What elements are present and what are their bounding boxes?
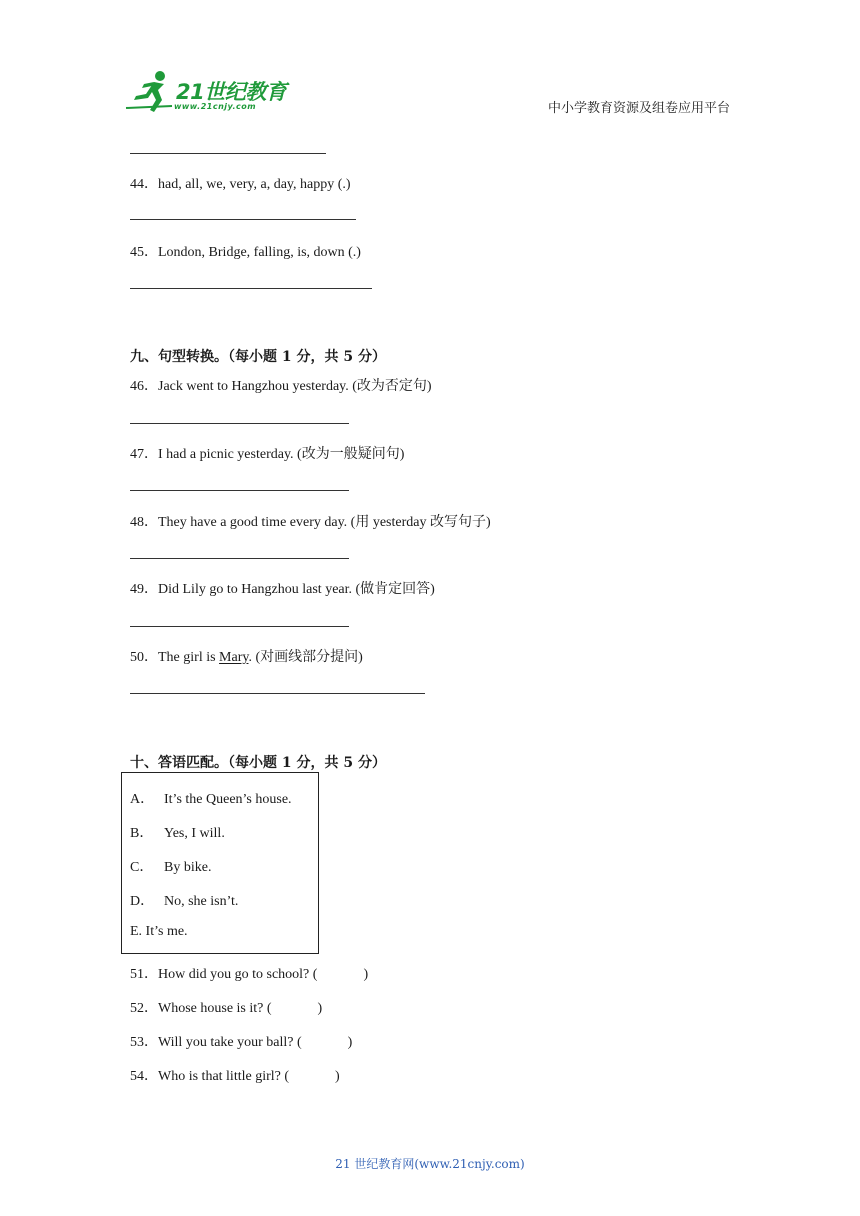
options-box [121, 772, 319, 954]
section-10-title: 十、答语匹配。（每小题 1 分，共 5 分） [130, 755, 386, 771]
question-50: 50．The girl is Mary. (对画线部分提问) [130, 650, 363, 665]
underlined-word: Mary [219, 650, 249, 665]
runner-icon [124, 70, 174, 114]
footer-text: 21 世纪教育网(www.21cnjy.com) [335, 1157, 525, 1171]
question-48: 48．They have a good time every day. (用 yesterday 改写句子) [130, 515, 491, 530]
question-46: 46．Jack went to Hangzhou yesterday. (改为否定句) [130, 379, 432, 394]
answer-line [130, 693, 425, 694]
answer-line [130, 423, 349, 424]
section-9-title: 九、句型转换。（每小题 1 分，共 5 分） [130, 349, 386, 365]
question-54: 54．Who is that little girl? ( ) [130, 1069, 340, 1084]
question-53: 53．Will you take your ball? ( ) [130, 1035, 353, 1050]
question-52: 52．Whose house is it? ( ) [130, 1001, 323, 1016]
option-e: E. It’s me. [130, 924, 188, 939]
answer-line [130, 558, 349, 559]
answer-line [130, 626, 349, 627]
logo [124, 70, 294, 116]
question-45: 45．London, Bridge, falling, is, down (.) [130, 245, 361, 260]
answer-line [130, 219, 356, 220]
header-right-text: 中小学教育资源及组卷应用平台 [547, 101, 730, 116]
question-44: 44．had, all, we, very, a, day, happy (.) [130, 177, 351, 192]
option-a: A． It’s the Queen’s house. [130, 792, 292, 807]
option-c: C． By bike. [130, 860, 212, 875]
answer-line [130, 490, 349, 491]
question-47: 47．I had a picnic yesterday. (改为一般疑问句) [130, 447, 405, 462]
answer-line [130, 153, 326, 154]
question-49: 49．Did Lily go to Hangzhou last year. (做肯定回答) [130, 582, 435, 597]
option-d: D． No, she isn’t. [130, 894, 239, 909]
logo-url: www.21cnjy.com [174, 102, 257, 111]
option-b: B． Yes, I will. [130, 826, 225, 841]
logo-text: 21世纪教育 [176, 80, 287, 104]
answer-line [130, 288, 372, 289]
question-51: 51．How did you go to school? ( ) [130, 967, 369, 982]
